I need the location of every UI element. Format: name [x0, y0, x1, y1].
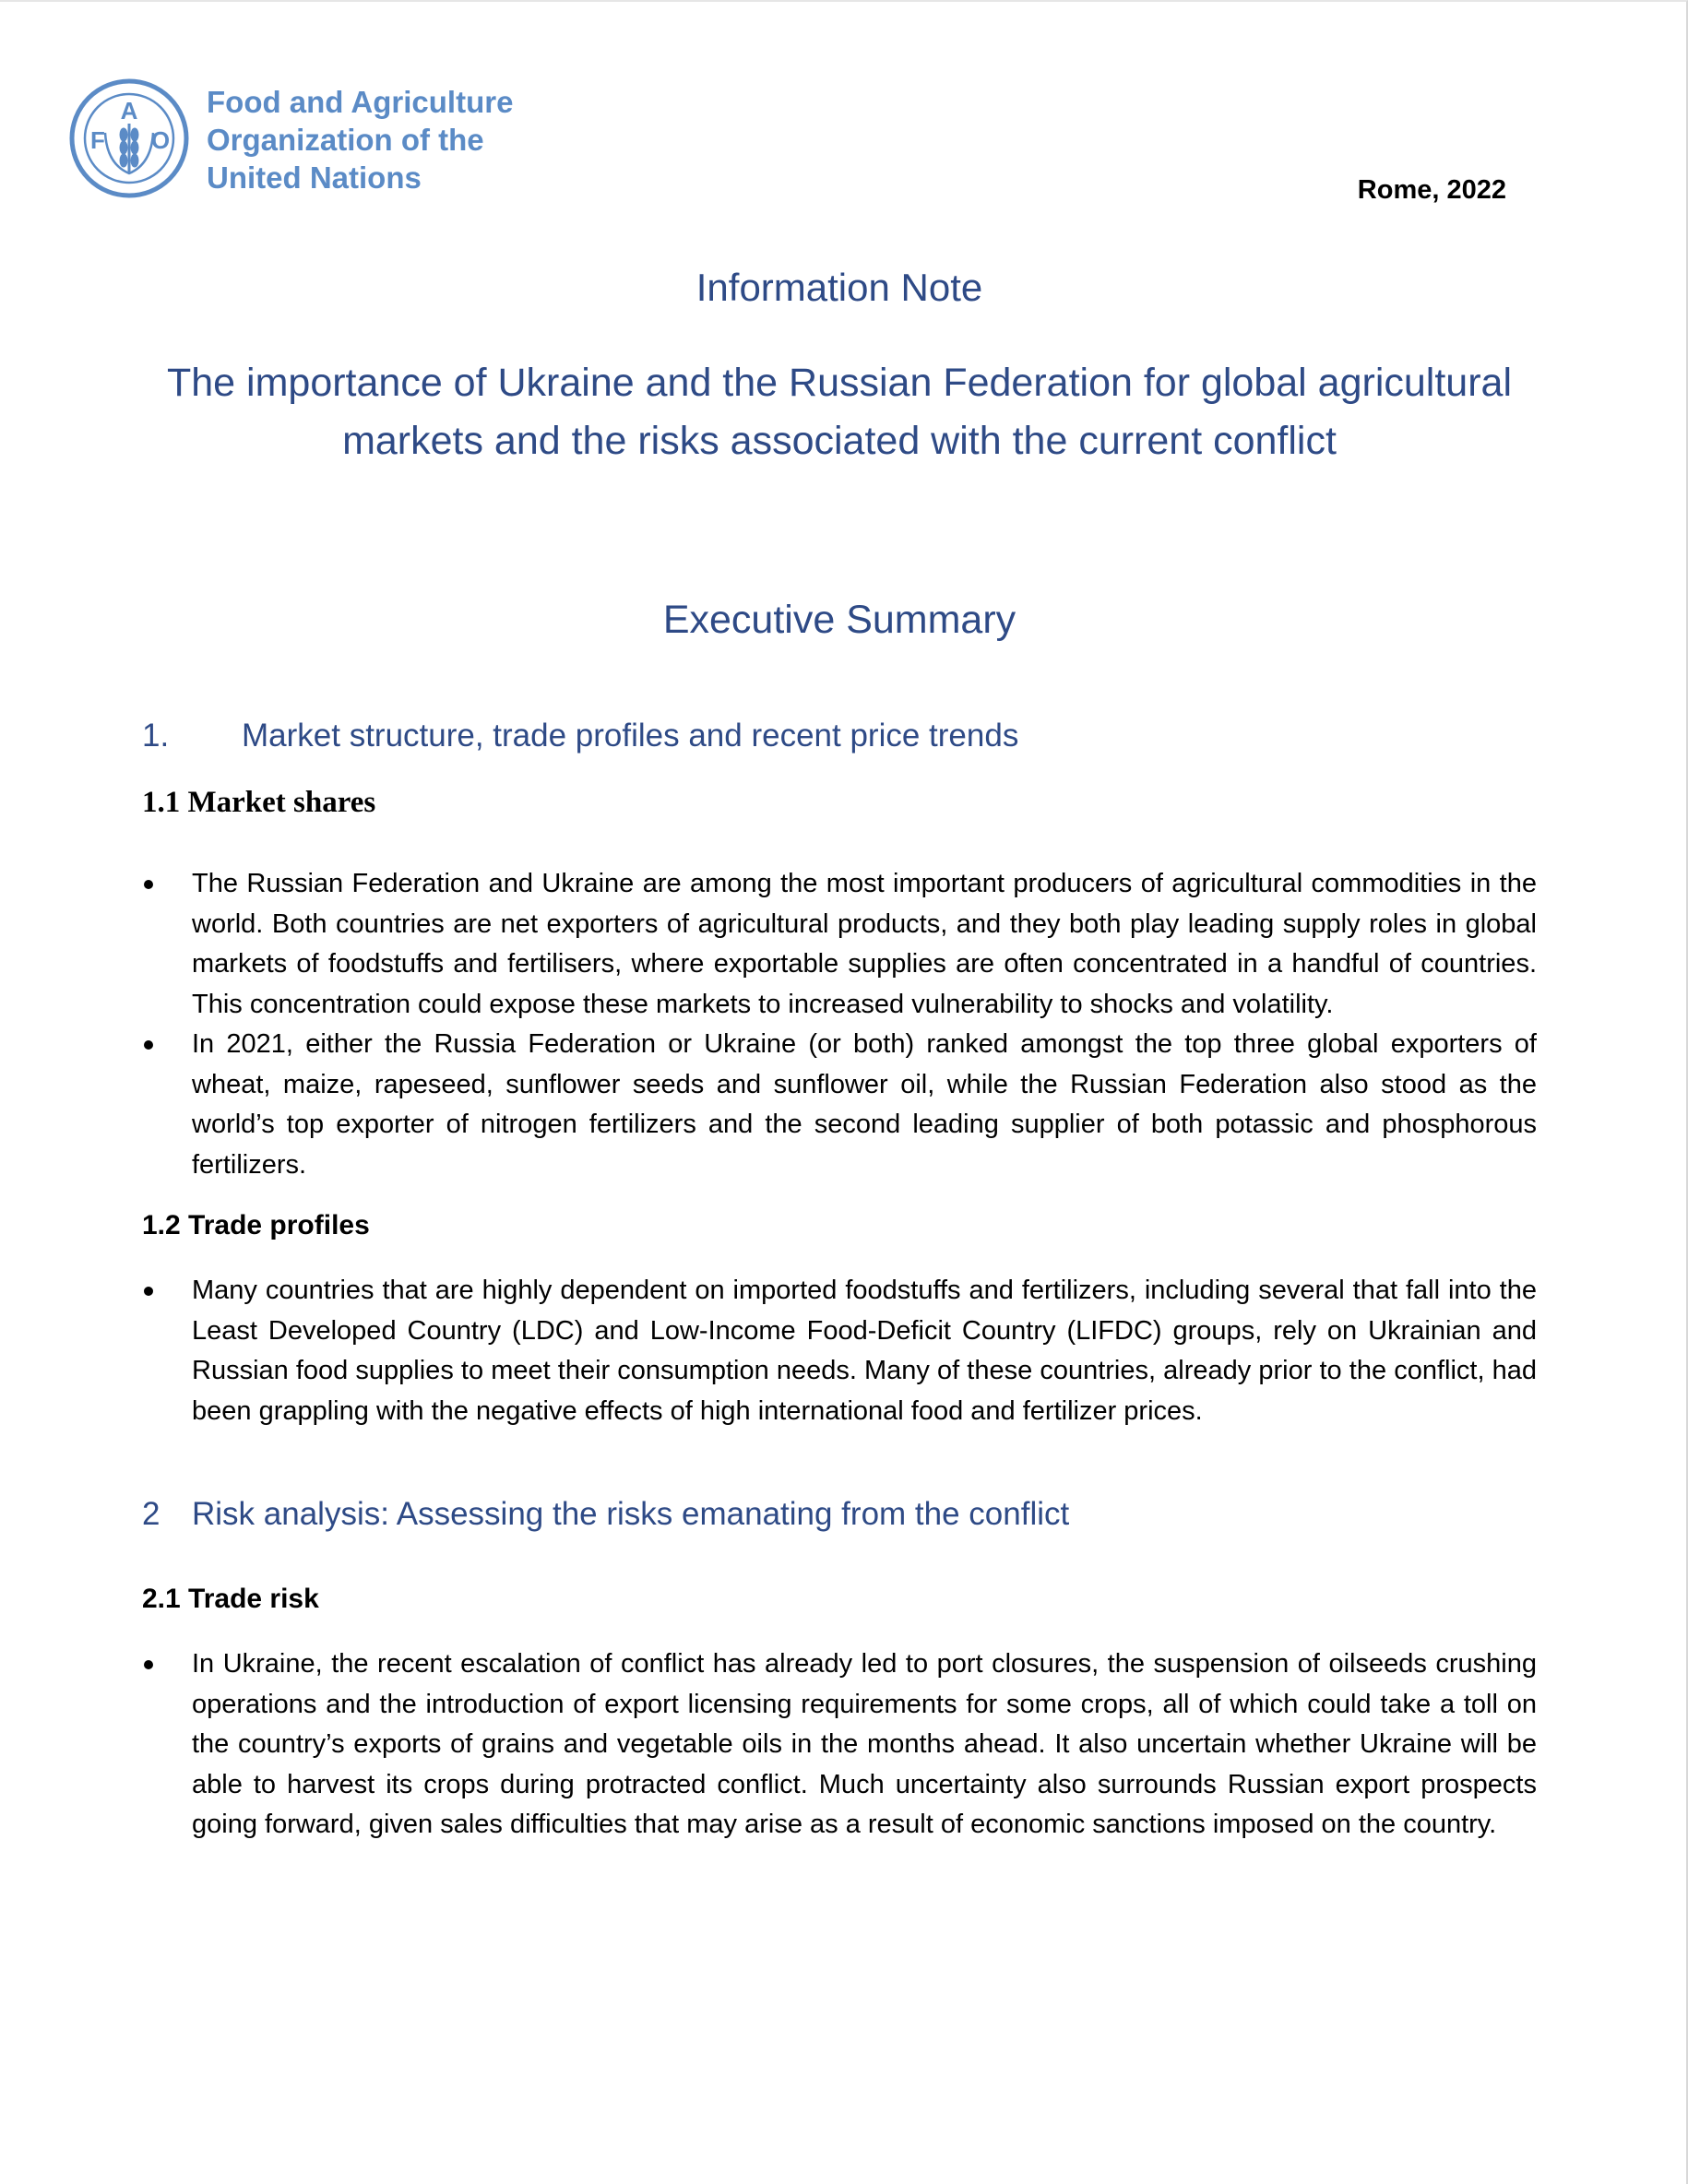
market-shares-list: [142, 864, 1537, 1185]
logo-letter-a: A: [120, 97, 138, 125]
subsection-1-2-heading: 1.2 Trade profiles: [142, 1210, 370, 1240]
section-title: Market structure, trade profiles and recent price trends: [242, 718, 1019, 754]
org-name-line: United Nations: [207, 160, 422, 195]
list-item: [142, 864, 1537, 1025]
section-number: 1.: [142, 718, 170, 754]
bullet-icon: [144, 1287, 153, 1296]
title-line: The importance of Ukraine and the Russian Federation for global agricultural: [166, 361, 1512, 405]
section-title: Risk analysis: Assessing the risks emanating from the conflict: [192, 1496, 1070, 1532]
list-item: [142, 1271, 1537, 1431]
section-1-heading: [142, 718, 1018, 754]
note-label: Information Note: [695, 266, 983, 309]
list-item: [142, 1644, 1537, 1846]
document-date: Rome, 2022: [1357, 175, 1506, 205]
bullet-icon: [144, 1660, 153, 1669]
section-number: 2: [142, 1496, 160, 1532]
list-item-text: Many countries that are highly dependent on imported foodstuffs and fertilizers, including several that fall into the Least Developed Country (LDC) and Low-Income Food-Deficit Country (LIFDC) groups, rely on Ukrainian and Russian food supplies to meet their consumption needs. Many of these countries, already prior to the conflict, had been grappling with the negative effects of high international food and fertilizer prices.: [192, 1276, 1537, 1426]
list-item-text: In 2021, either the Russia Federation or Ukraine (or both) ranked amongst the top three global exporters of wheat, maize, rapeseed, sunflower seeds and sunflower oil, while the Russian Federation also stood as the world’s top exporter of nitrogen fertilizers and the second leading supplier of both potassic and phosphorous fertilizers.: [192, 1029, 1537, 1180]
organization-name: [207, 83, 513, 196]
bullet-icon: [144, 880, 153, 889]
org-name-line: Food and Agriculture: [207, 85, 514, 119]
subsection-2-1-heading: 2.1 Trade risk: [142, 1584, 319, 1614]
document-title: [138, 354, 1540, 470]
fao-logo-icon: [68, 77, 190, 199]
logo-letter-f: F: [90, 126, 105, 154]
section-2-heading: [142, 1496, 1069, 1533]
trade-profiles-list: [142, 1271, 1537, 1431]
title-line: markets and the risks associated with the current conflict: [342, 419, 1337, 463]
org-name-line: Organization of the: [207, 123, 484, 157]
logo-letter-o: O: [150, 126, 171, 154]
trade-risk-list: [142, 1644, 1537, 1846]
list-item-text: The Russian Federation and Ukraine are among the most important producers of agricultural commodities in the world. Both countries are net exporters of agricultural products, and they both play leading supply roles in global markets of foodstuffs and fertilisers, where exportable supplies are often concentrated in a handful of countries. This concentration could expose these markets to increased vulnerability to shocks and volatility.: [192, 869, 1537, 1019]
subsection-1-1-heading: 1.1 Market shares: [142, 786, 376, 819]
list-item-text: In Ukraine, the recent escalation of conflict has already led to port closures, the suspension of oilseeds crushing operations and the introduction of export licensing requirements for some crops, all of which could take a toll on the country’s exports of grains and vegetable oils in the months ahead. It also uncertain whether Ukraine will be able to harvest its crops during protracted conflict. Much uncertainty also surrounds Russian export prospects going forward, given sales difficulties that may arise as a result of economic sanctions imposed on the country.: [192, 1649, 1537, 1839]
list-item: [142, 1025, 1537, 1185]
bullet-icon: [144, 1040, 153, 1050]
executive-summary-heading: Executive Summary: [662, 598, 1016, 642]
